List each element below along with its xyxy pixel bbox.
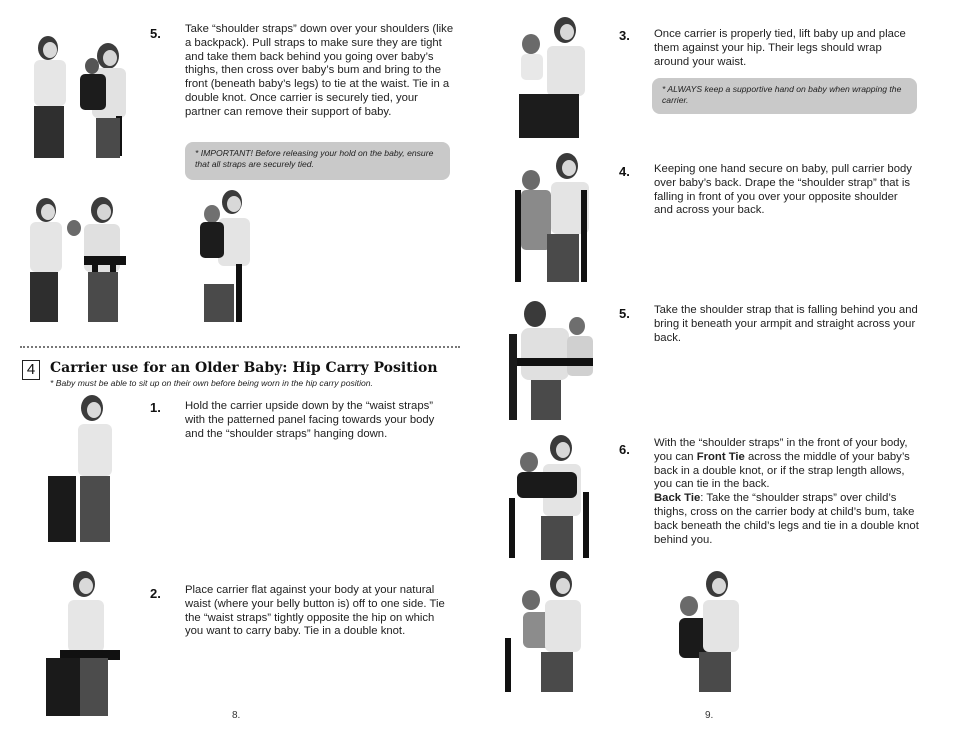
front-tie-label: Front Tie xyxy=(696,450,745,463)
section-title: Carrier use for an Older Baby: Hip Carry Position xyxy=(50,360,438,376)
photo-strap-across-back xyxy=(507,296,601,422)
hip-step-5-number: 5. xyxy=(619,306,630,321)
hip-step-4-number: 4. xyxy=(619,164,630,179)
photo-partner-tying-straps xyxy=(22,190,134,324)
hip-step-3-note: * ALWAYS keep a supportive hand on baby when wrapping the carrier. xyxy=(652,78,917,114)
hip-step-1-number: 1. xyxy=(150,400,161,415)
photo-baby-on-back xyxy=(190,188,258,324)
photo-finished-hip-carry-side xyxy=(673,568,743,694)
step-5-number: 5. xyxy=(150,26,161,41)
step-5-important-note: * IMPORTANT! Before releasing your hold on the baby, ensure that all straps are securely tied. xyxy=(185,142,450,180)
hip-step-4-text: Keeping one hand secure on baby, pull carrier body over baby’s back. Drape the “shoulder strap” that is falling in front of you over your opposite shoulder and across your back. xyxy=(654,163,912,217)
photo-lift-baby-to-hip xyxy=(513,14,593,140)
hip-step-3-number: 3. xyxy=(619,28,630,43)
hip-step-2-text: Place carrier flat against your body at your natural waist (where your belly button is) off to one side. Tie the “waist straps” tightly opposite the hip on which you want to carry baby. Tie in a double knot. xyxy=(185,584,445,638)
photo-front-tie xyxy=(507,432,591,560)
hip-step-2-number: 2. xyxy=(150,586,161,601)
photo-finished-hip-carry-front xyxy=(501,568,589,694)
back-tie-label: Back Tie xyxy=(654,492,701,505)
section-subtitle: * Baby must be able to sit up on their own before being worn in the hip carry position. xyxy=(50,378,373,388)
hip-step-6-number: 6. xyxy=(619,442,630,457)
photo-two-women-baby-back xyxy=(20,26,138,160)
step-5-text: Take “shoulder straps” down over your shoulders (like a backpack). Pull straps to make sure they are tight and take them back behind you going over baby’s thighs, then cross over baby’s bum and bring to the front (beneath baby’s legs) to tie at the waist. Tie in a double knot. Once carrier is securely tied, your partner can remove their support of baby. xyxy=(185,23,454,118)
right-page xyxy=(477,0,954,738)
hip-step-1-text: Hold the carrier upside down by the “waist straps” with the patterned panel facing towards your body and the “shoulder straps” hanging down. xyxy=(185,400,435,440)
section-divider xyxy=(20,346,460,348)
photo-hold-carrier-upside-down xyxy=(44,392,128,544)
section-number-box: 4 xyxy=(22,360,40,380)
hip-step-5-text: Take the shoulder strap that is falling behind you and bring it beneath your armpit and straight across your back. xyxy=(654,304,918,344)
hip-step-3-text: Once carrier is properly tied, lift baby up and place them against your hip. Their legs should wrap around your waist. xyxy=(654,28,906,68)
photo-pull-carrier-over-baby xyxy=(511,150,595,284)
hip-step-6-text: With the “shoulder straps” in the front of your body, you can Front Tie across the middle of your baby’s back in a double knot, or if the strap length allows, you can tie in the back. Back Tie: Take the “shoulder straps” over child’s thighs, cross on the carrier body at child’s bum, take back beneath the child’s legs and tie in a double knot behind you. xyxy=(654,437,919,546)
photo-tie-waist-straps xyxy=(40,568,124,718)
page-number-right: 9. xyxy=(705,710,714,721)
page-number-left: 8. xyxy=(232,710,241,721)
